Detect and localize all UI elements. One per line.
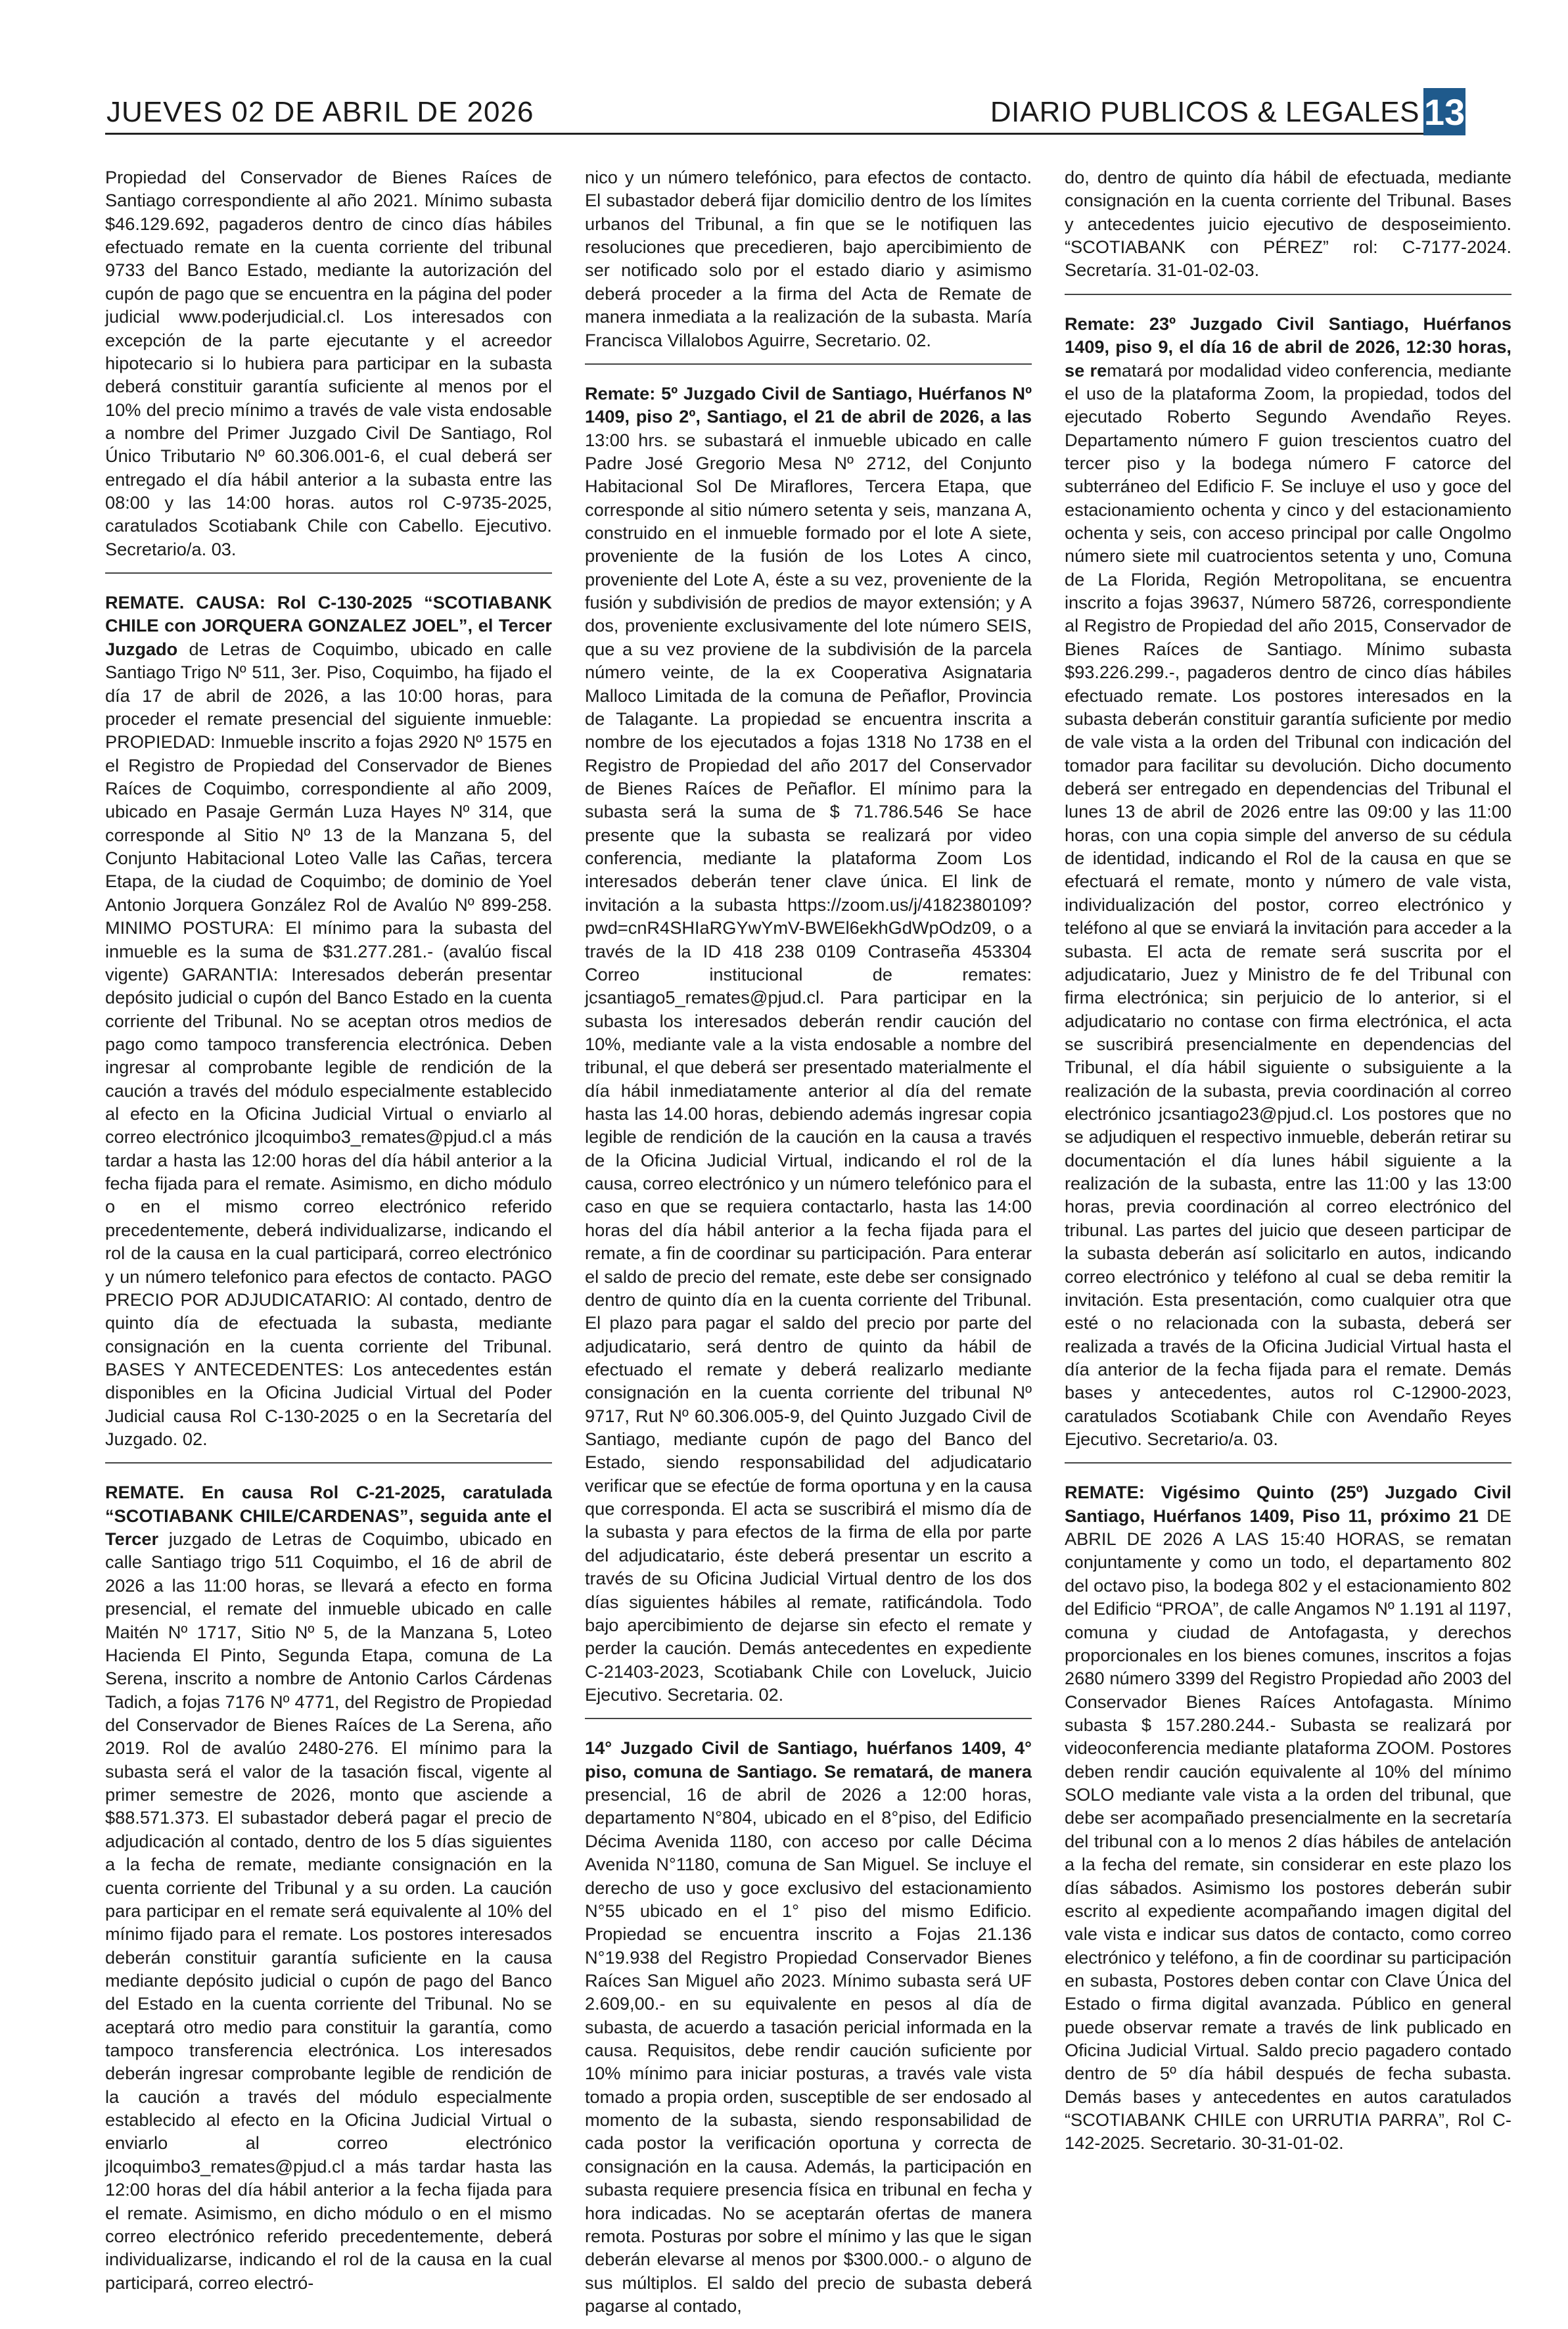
notice-text: do, dentro de quinto día hábil de efectuada, mediante consignación en la cuenta corriente del Tribunal. Bases y antecedentes juicio ejecutivo de desposeimiento. “SCOTIABANK con PÉREZ” rol: C-7177-2024. Secretaría. 31-01-02-03. <box>1065 167 1511 281</box>
notice-text: nico y un número telefónico, para efectos de contacto. El subastador deberá fijar domicilio dentro de los límites urbanos del Tribunal, a fin que se le notifiquen las resoluciones que precedieren, bajo apercibimiento de ser notificado solo por el estado diario y asimismo deberá proceder a la firma del Acta de Remate de manera inmediata a la realización de la subasta. María Francisca Villalobos Aguirre, Secretario. 02. <box>585 167 1032 350</box>
notice-separator <box>585 1718 1032 1719</box>
notice-text: 13:00 hrs. se subastará el inmueble ubicado en calle Padre José Gregorio Mesa Nº 2712, del Conjunto Habitacional Sol De Miraflores, Tercera Etapa, que corresponde al sitio número setenta y seis, manzana A, construido en el inmueble formado por el lote A siete, proveniente de la fusión de los Lotes A cinco, proveniente del Lote A, éste a su vez, proveniente de la fusión y subdivisión de predios de mayor extensión; y A dos, proveniente exclusivamente del lote número SEIS, que a su vez proviene de la subdivisión de la parcela número veinte, de la ex Cooperativa Asignataria Malloco Limitada de la comuna de Peñaflor, Provincia de Talagante. La propiedad se encuentra inscrita a nombre de los ejecutados a fojas 1318 No 1738 en el Registro de Propiedad del año 2017 del Conservador de Bienes Raíces de Peñaflor. El mínimo para la subasta será la suma de $ 71.786.546 Se hace presente que la subasta se realizará por video conferencia, mediante la plataforma Zoom Los interesados deberán tener clave única. El link de invitación a la subasta https://zoom.us/j/4182380109?pwd=cnR4SHIaRGYwYmV-BWEl6ekhGdWpOdz09, o a través de la ID 418 238 0109 Contraseña 453304 Correo institucional de remates: jcsantiago5_remates@pjud.cl. Para participar en la subasta los interesados deberán rendir caución del 10%, mediante vale a la vista endosable a nombre del tribunal, el que deberá ser presentado materialmente el día hábil inmediatamente anterior al día del remate hasta las 14.00 horas, debiendo además ingresar copia legible de rendición de la caución en la causa a través de la Oficina Judicial Virtual, indicando el rol de la causa, correo electrónico y un número telefónico para el caso en que se requiera contactarlo, hasta las 14:00 horas del día hábil anterior a la fecha fijada para el remate, a fin de coordinar su participación. Para enterar el saldo de precio del remate, este debe ser consignado dentro de quinto día en la cuenta corriente del Tribunal. El plazo para pagar el saldo del precio por parte del adjudicatario, será dentro de quinto da hábil de efectuado el remate y deberá realizarlo mediante consignación en la cuenta corriente del tribunal Nº 9717, Rut Nº 60.306.005-9, del Quinto Juzgado Civil de Santiago, mediante cupón de pago del Banco del Estado, siendo responsabilidad del adjudicatario verificar que se efectúe de forma oportuna y en la causa que corresponda. El acta se suscribirá el mismo día de la subasta y para efectos de la firma de ella por parte del adjudicatario, éste deberá presentar un escrito a través de su Oficina Judicial Virtual dentro de los dos días siguientes hábiles al remate, ratificándola. Todo bajo apercibimiento de dejarse sin efecto el remate y perder la caución. Demás antecedentes en expediente C-21403-2023, Scotiabank Chile con Loveluck, Juicio Ejecutivo. Secretaria. 02. <box>585 429 1032 1705</box>
notice <box>1065 1481 1511 2166</box>
notice-text: de Letras de Coquimbo, ubicado en calle Santiago Trigo Nº 511, 3er. Piso, Coquimbo, ha fijado el día 17 de abril de 2026, a las 10:00 horas, para proceder el remate presencial del siguiente inmueble: PROPIEDAD: Inmueble inscrito a fojas 2920 Nº 1575 en el Registro de Propiedad del Conservador de Bienes Raíces de Coquimbo, correspondiente al año 2009, ubicado en Pasaje Germán Luza Hayes Nº 314, que corresponde al Sitio Nº 13 de la Manzana 5, del Conjunto Habitacional Loteo Valle las Cañas, tercera Etapa, de la ciudad de Coquimbo; de dominio de Yoel Antonio Jorquera González Rol de Avalúo Nº 899-258. MINIMO POSTURA: El mínimo para la subasta del inmueble es la suma de $31.277.281.- (avalúo fiscal vigente) GARANTIA: Interesados deberán presentar depósito judicial o cupón del Banco Estado en la cuenta corriente del Tribunal. No se aceptan otros medios de pago como tampoco transferencia electrónica. Deben ingresar al comprobante legible de rendición de la caución a través del módulo especialmente establecido al efecto en la Oficina Judicial Virtual o enviarlo al correo electrónico jlcoquimbo3_remates@pjud.cl a más tardar a hasta las 12:00 horas del día hábil anterior a la fecha fijada para el remate. Asimismo, en dicho módulo o en el mismo correo electrónico referido precedentemente, deberá individualizarse, indicando el rol de la causa en la cual participará, correo electrónico y un número telefonico para efectos de contacto. PAGO PRECIO POR ADJUDICATARIO: Al contado, dentro de quinto día de efectuada la subasta, mediante consignación en la cuenta corriente del Tribunal. BASES Y ANTECEDENTES: Los antecedentes están disponibles en la Oficina Judicial Virtual del Poder Judicial causa Rol C-130-2025 o en la Secretaría del Juzgado. 02. <box>105 638 552 1450</box>
issue-date: JUEVES 02 DE ABRIL DE 2026 <box>106 96 534 128</box>
notice-body <box>585 1736 1032 2317</box>
notice-body <box>1065 166 1511 282</box>
notice-body <box>1065 1481 1511 2154</box>
notice-heading: Remate: 5º Juzgado Civil de Santiago, Huérfanos Nº 1409, piso 2º, Santiago, el 21 de abril de 2026, a las <box>585 382 1032 427</box>
notice-continuation <box>1065 166 1511 294</box>
notice-continuation <box>105 166 552 572</box>
notice-heading: REMATE. CAUSA: Rol C-130-2025 “SCOTIABANK CHILE con JORQUERA GONZALEZ JOEL”, el Tercer Juzgado <box>105 592 552 659</box>
notice-continuation <box>585 166 1032 363</box>
notice-text: presencial, 16 de abril de 2026 a 12:00 horas, departamento N°804, ubicado en el 8°piso, del Edificio Décima Avenida 1180, con acceso por calle Décima Avenida N°1180, comuna de San Miguel. Se incluye el derecho de uso y goce exclusivo del estacionamiento N°55 ubicado en el 1° piso del mismo Edificio. Propiedad se encuentra inscrito a Fojas 21.136 N°19.938 del Registro Propiedad Conservador Bienes Raíces San Miguel año 2023. Mínimo subasta será UF 2.609,00.- en su equivalente en pesos al día de subasta, de acuerdo a tasación pericial informada en la causa. Requisitos, debe rendir caución suficiente por 10% mínimo para iniciar posturas, a través vale vista tomado a propia orden, susceptible de ser endosado al momento de la subasta, siendo responsabilidad de cada postor la verificación oportuna y correcta de consignación en la causa. Además, la participación en subasta requiere presencia física en tribunal en fecha y hora indicadas. No se aceptarán ofertas de manera remota. Posturas por sobre el mínimo y las que le sigan deberán elevarse al menos por $300.000.- o alguno de sus múltiplos. El saldo del precio de subasta deberá pagarse al contado, <box>585 1784 1032 2316</box>
notice-text: DE ABRIL DE 2026 A LAS 15:40 HORAS, se rematan conjuntamente y como un todo, el departamento 802 del octavo piso, la bodega 802 y el estacionamiento 802 del Edificio “PROA”, de calle Angamos Nº 1.191 al 1197, comuna y ciudad de Antofagasta, y derechos proporcionales en los bienes comunes, inscritos a fojas 2680 número 3399 del Registro Propiedad año 2003 del Conservador Bienes Raíces Antofagasta. Mínimo subasta $ 157.280.244.- Subasta se realizará por videoconferencia mediante plataforma ZOOM. Postores deben rendir caución equivalente al 10% del mínimo SOLO mediante vale vista a la orden del tribunal, que debe ser acompañado presencialmente en la secretaría del tribunal con a lo menos 2 días hábiles de antelación a la fecha del remate, sin considerar en este plazo los días sábados. Asimismo los postores deberán subir escrito al expediente acompañando imagen digital del vale vista e indicar sus datos de contacto, como correo electrónico y teléfono, a fin de coordinar su participación en subasta, Postores deben contar con Clave Única del Estado o firma digital avanzada. Público en general puede observar remate a través de link publicado en Oficina Judicial Virtual. Saldo precio pagadero contado dentro de 5º día hábil después de fecha subasta. Demás bases y antecedentes en autos caratulados “SCOTIABANK CHILE con URRUTIA PARRA”, Rol C-142-2025. Secretario. 30-31-01-02. <box>1065 1505 1511 2154</box>
notice <box>105 1481 552 2306</box>
page-header <box>105 80 1465 135</box>
column-3 <box>1065 166 1511 2269</box>
notice-heading: 14° Juzgado Civil de Santiago, huérfanos 1409, 4° piso, comuna de Santiago. Se rematará, de manera <box>585 1738 1032 1782</box>
publication-name: DIARIO PUBLICOS & LEGALES <box>990 96 1419 128</box>
notice-body <box>105 166 552 561</box>
notice-separator <box>105 1462 552 1464</box>
notice-separator <box>585 363 1032 365</box>
notice <box>105 591 552 1462</box>
notice <box>1065 312 1511 1463</box>
notice-separator <box>105 572 552 574</box>
notice <box>585 1736 1032 2329</box>
notice-heading: REMATE. En causa Rol C-21-2025, caratulada “SCOTIABANK CHILE/CARDENAS”, seguida ante el Tercer <box>105 1482 552 1550</box>
notice-text: juzgado de Letras de Coquimbo, ubicado en calle Santiago trigo 511 Coquimbo, el 16 de abril de 2026 a las 11:00 horas, se llevará a efecto en forma presencial, el remate del inmueble ubicado en calle Maitén Nº 1717, Sitio Nº 5, de la Manzana 5, Loteo Hacienda El Pinto, Segunda Etapa, comuna de La Serena, inscrito a nombre de Antonio Carlos Cárdenas Tadich, a fojas 7176 Nº 4771, del Registro de Propiedad del Conservador de Bienes Raíces de La Serena, año 2019. Rol de avalúo 2480-276. El mínimo para la subasta será el valor de la tasación fiscal, vigente al primer semestre de 2026, monto que asciende a $88.571.373. El subastador deberá pagar el precio de adjudicación al contado, dentro de los 5 días siguientes a la fecha de remate, mediante consignación en la cuenta corriente del Tribunal y a su orden. La caución para participar en el remate será equivalente al 10% del mínimo fijado para el remate. Los postores interesados deberán constituir garantía suficiente en la causa mediante depósito judicial o cupón de pago del Banco del Estado en la cuenta corriente del Tribunal. No se aceptará otro medio para constituir la garantía, como tampoco transferencia electrónica. Los interesados deberán ingresar comprobante legible de rendición de la caución a través del módulo especialmente establecido al efecto en la Oficina Judicial Virtual o enviarlo al correo electrónico jlcoquimbo3_remates@pjud.cl a más tardar hasta las 12:00 horas del día hábil anterior a la fecha fijada para el remate. Asimismo, en dicho módulo o en el mismo correo electrónico referido precedentemente, deberá individualizarse, indicando el rol de la causa en la cual participará, correo electró- <box>105 1529 552 2293</box>
notice <box>585 382 1032 1718</box>
notice-separator <box>1065 294 1511 295</box>
notice-body <box>585 382 1032 1706</box>
notice-text: matará por modalidad video conferencia, mediante el uso de la plataforma Zoom, la propiedad, todos del ejecutado Roberto Segundo Avendaño Reyes. Departamento número F guion trescientos cuatro del tercer piso y la bodega número F catorce del subterráneo del Edificio F. Se incluye el uso y goce del estacionamiento ochenta y cinco y del estacionamiento ochenta y seis, con acceso principal por calle Ongolmo número siete mil cuatrocientos setenta y uno, Comuna de La Florida, Región Metropolitana, se encuentra inscrito a fojas 39637, Número 58726, correspondiente al Registro de Propiedad del año 2015, Conservador de Bienes Raíces de Santiago. Mínimo subasta $93.226.299.-, pagaderos dentro de cinco días hábiles efectuado remate. Los postores interesados en la subasta deberán constituir garantía suficiente por medio de vale vista a la orden del Tribunal con indicación del tomador para facilitar su devolución. Dicho documento deberá ser entregado en dependencias del Tribunal el lunes 13 de abril de 2026 entre las 09:00 y las 11:00 horas, con una copia simple del anverso de su cédula de identidad, indicando el Rol de la causa en que se efectuará el remate, monto y número de vale vista, individualización del postor, correo electrónico y teléfono al que se enviará la invitación para acceder a la subasta. El acta de remate será suscrita por el adjudicatario, Juez y Ministro de fe del Tribunal con firma electrónica; sin perjuicio de lo anterior, si el adjudicatario no contase con firma electrónica, el acta se suscribirá presencialmente en dependencias del Tribunal, el día hábil siguiente o subsiguiente a la realización de la subasta, previa coordinación al correo electrónico jcsantiago23@pjud.cl. Los postores que no se adjudiquen el respectivo inmueble, deberán retirar su documentación el día lunes hábil siguiente a la realización de la subasta, entre las 11:00 y las 13:00 horas, previa coordinación al correo electrónico del tribunal. Las partes del juicio que deseen participar de la subasta deberán así solicitarlo en autos, indicando correo electrónico y teléfono al cual se deba remitir la invitación. Esta presentación, como cualquier otra que esté o no relacionada con la subasta, deberá ser realizada a través de la Oficina Judicial Virtual hasta el día anterior de la fecha fijada para el remate. Demás bases y antecedentes, autos rol C-12900-2023, caratulados Scotiabank Chile con Avendaño Reyes Ejecutivo. Secretario/a. 03. <box>1065 359 1511 1450</box>
notice-body <box>105 1481 552 2294</box>
notice-body <box>105 591 552 1450</box>
page-number-badge: 13 <box>1423 88 1465 135</box>
notice-body <box>585 166 1032 352</box>
column-1 <box>105 166 552 2293</box>
notice-heading: Remate: 23º Juzgado Civil Santiago, Huérfanos 1409, piso 9, el día 16 de abril de 2026, 12:30 horas, se re <box>1065 313 1511 380</box>
column-2 <box>585 166 1032 2316</box>
notice-text: Propiedad del Conservador de Bienes Raíces de Santiago correspondiente al año 2021. Mínimo subasta $46.129.692, pagaderos dentro de cinco días hábiles efectuado remate en la cuenta corriente del tribunal 9733 del Banco Estado, mediante la autorización del cupón de pago que se encuentra en la página del poder judicial www.poderjudicial.cl. Los interesados con excepción de la parte ejecutante y el acreedor hipotecario si lo hubiera para participar en la subasta deberá constituir garantía suficiente al menos por el 10% del precio mínimo a través de vale vista endosable a nombre del Primer Juzgado Civil De Santiago, Rol Único Tributario Nº 60.306.001-6, el cual deberá ser entregado el día hábil anterior a la subasta entre las 08:00 y las 14:00 horas. autos rol C-9735-2025, caratulados Scotiabank Chile con Cabello. Ejecutivo. Secretario/a. 03. <box>105 167 552 559</box>
notice-separator <box>1065 1462 1511 1464</box>
notice-body <box>1065 312 1511 1451</box>
notice-heading: REMATE: Vigésimo Quinto (25º) Juzgado Civil Santiago, Huérfanos 1409, Piso 11, próximo 21 <box>1065 1482 1511 1526</box>
